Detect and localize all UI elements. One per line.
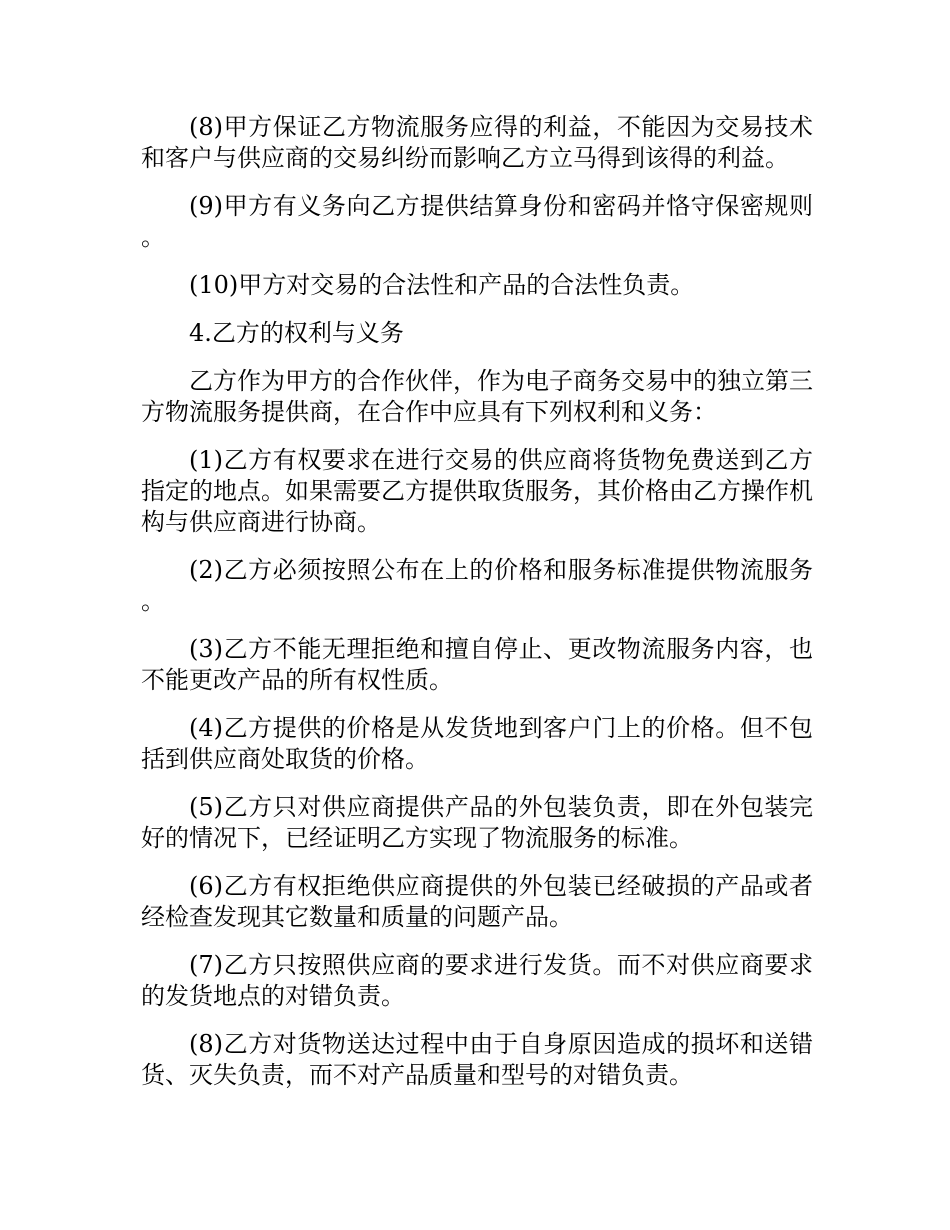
paragraph-party-a-clause-9: (9)甲方有义务向乙方提供结算身份和密码并恪守保密规则。 (141, 192, 813, 251)
paragraph-party-a-clause-10: (10)甲方对交易的合法性和产品的合法性负责。 (189, 271, 695, 299)
document-page (141, 112, 813, 1108)
paragraph-party-b-clause-4: (4)乙方提供的价格是从发货地到客户门上的价格。但不包括到供应商处取货的价格。 (141, 714, 813, 773)
paragraph-party-b-clause-6: (6)乙方有权拒绝供应商提供的外包装已经破损的产品或者经检查发现其它数量和质量的问题产品。 (141, 872, 813, 931)
paragraph-party-b-clause-8: (8)乙方对货物送达过程中由于自身原因造成的损坏和送错货、灭失负责，而不对产品质量和型号的对错负责。 (141, 1030, 813, 1089)
paragraph-party-b-clause-1: (1)乙方有权要求在进行交易的供应商将货物免费送到乙方指定的地点。如果需要乙方提供取货服务，其价格由乙方操作机构与供应商进行协商。 (141, 446, 813, 536)
paragraph-party-b-clause-2: (2)乙方必须按照公布在上的价格和服务标准提供物流服务。 (141, 556, 813, 615)
paragraph-party-a-clause-8: (8)甲方保证乙方物流服务应得的利益，不能因为交易技术和客户与供应商的交易纠纷而影响乙方立马得到该得的利益。 (141, 113, 813, 172)
section-heading-party-b-rights: 4.乙方的权利与义务 (189, 319, 404, 347)
paragraph-party-b-clause-7: (7)乙方只按照供应商的要求进行发货。而不对供应商要求的发货地点的对错负责。 (141, 951, 813, 1010)
paragraph-party-b-clause-5: (5)乙方只对供应商提供产品的外包装负责，即在外包装完好的情况下，已经证明乙方实现了物流服务的标准。 (141, 793, 813, 852)
paragraph-party-b-clause-3: (3)乙方不能无理拒绝和擅自停止、更改物流服务内容，也不能更改产品的所有权性质。 (141, 635, 813, 694)
paragraph-party-b-intro: 乙方作为甲方的合作伙伴，作为电子商务交易中的独立第三方物流服务提供商，在合作中应具有下列权利和义务： (141, 367, 813, 426)
